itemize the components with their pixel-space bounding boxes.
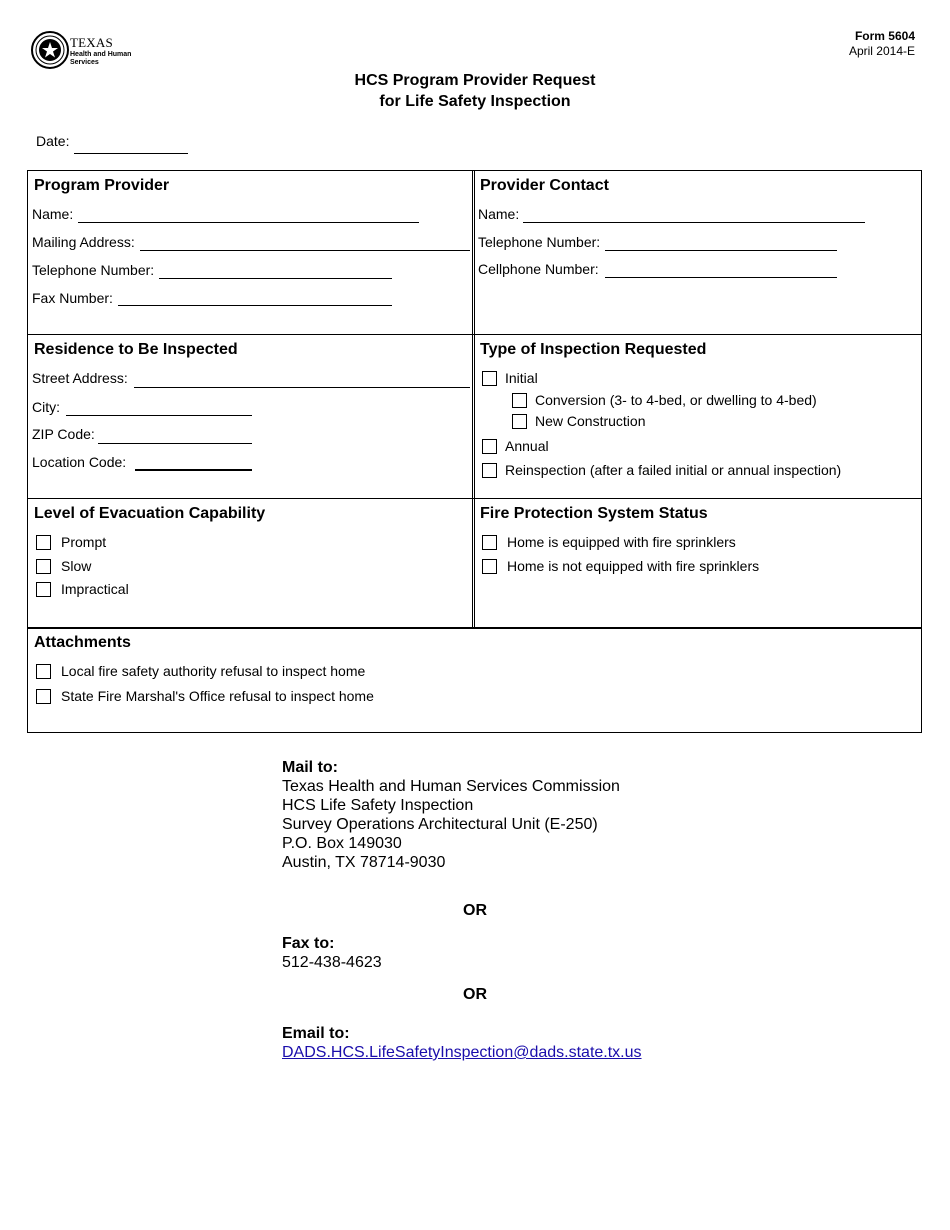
initial-checkbox[interactable] bbox=[482, 371, 497, 386]
city-label: City: bbox=[32, 399, 60, 415]
provider-name-field[interactable] bbox=[78, 222, 419, 223]
mail-line-3: Survey Operations Architectural Unit (E-250) bbox=[282, 816, 598, 833]
logo-subtext-line2: Services bbox=[70, 59, 99, 66]
mail-line-5: Austin, TX 78714-9030 bbox=[282, 854, 446, 871]
or-separator-2: OR bbox=[463, 986, 487, 1003]
attachments-title: Attachments bbox=[34, 634, 131, 651]
sprinklers-not-equipped-label: Home is not equipped with fire sprinklers bbox=[507, 558, 760, 574]
prompt-checkbox[interactable] bbox=[36, 535, 51, 550]
fax-to-block bbox=[282, 934, 382, 972]
zip-code-label: ZIP Code: bbox=[32, 426, 95, 442]
email-link[interactable]: DADS.HCS.LifeSafetyInspection@dads.state.tx.us bbox=[282, 1044, 642, 1061]
sprinklers-not-equipped-checkbox[interactable] bbox=[482, 559, 497, 574]
logo-subtext bbox=[70, 51, 131, 67]
date-label: Date: bbox=[36, 133, 70, 149]
residence-title: Residence to Be Inspected bbox=[34, 341, 238, 358]
cellphone-field[interactable] bbox=[605, 277, 837, 278]
fax-to-label: Fax to: bbox=[282, 935, 335, 952]
row-divider-1 bbox=[27, 334, 922, 335]
program-provider-title: Program Provider bbox=[34, 177, 170, 194]
contact-telephone-field[interactable] bbox=[605, 250, 837, 251]
contact-telephone-label: Telephone Number: bbox=[478, 234, 601, 250]
contact-name-label: Name: bbox=[478, 206, 520, 222]
or-separator-1: OR bbox=[463, 902, 487, 919]
state-refusal-checkbox[interactable] bbox=[36, 689, 51, 704]
fax-number-field[interactable] bbox=[118, 305, 392, 306]
conversion-label: Conversion (3- to 4-bed, or dwelling to 4-bed) bbox=[535, 392, 817, 408]
fax-number-label: Fax Number: bbox=[32, 290, 113, 306]
reinspection-checkbox[interactable] bbox=[482, 463, 497, 478]
date-field[interactable] bbox=[74, 153, 188, 154]
texas-hhs-logo-icon bbox=[30, 30, 70, 70]
annual-checkbox[interactable] bbox=[482, 439, 497, 454]
zip-code-field[interactable] bbox=[98, 443, 252, 444]
row-divider-3 bbox=[27, 627, 922, 629]
logo-subtext-line1: Health and Human bbox=[70, 51, 132, 58]
contact-name-field[interactable] bbox=[523, 222, 865, 223]
city-field[interactable] bbox=[66, 415, 252, 416]
provider-name-label: Name: bbox=[32, 206, 74, 222]
form-date: April 2014-E bbox=[848, 44, 915, 58]
annual-label: Annual bbox=[505, 438, 549, 454]
location-code-field[interactable] bbox=[135, 469, 252, 471]
column-divider bbox=[472, 170, 475, 628]
email-to-block bbox=[282, 1024, 642, 1062]
mail-to-block bbox=[282, 758, 620, 872]
impractical-checkbox[interactable] bbox=[36, 582, 51, 597]
new-construction-label: New Construction bbox=[535, 413, 646, 429]
mail-line-4: P.O. Box 149030 bbox=[282, 835, 402, 852]
prompt-label: Prompt bbox=[61, 534, 107, 550]
inspection-type-title: Type of Inspection Requested bbox=[480, 341, 707, 358]
logo-text: TEXAS bbox=[70, 35, 113, 50]
page-title-line1: HCS Program Provider Request bbox=[354, 72, 596, 89]
cellphone-label: Cellphone Number: bbox=[478, 261, 599, 277]
fire-protection-title: Fire Protection System Status bbox=[480, 505, 708, 522]
form-number: Form 5604 bbox=[854, 29, 915, 43]
slow-label: Slow bbox=[61, 558, 92, 574]
evacuation-title: Level of Evacuation Capability bbox=[34, 505, 266, 522]
local-refusal-checkbox[interactable] bbox=[36, 664, 51, 679]
mail-to-label: Mail to: bbox=[282, 759, 338, 776]
sprinklers-equipped-label: Home is equipped with fire sprinklers bbox=[507, 534, 736, 550]
street-address-label: Street Address: bbox=[32, 370, 128, 386]
location-code-label: Location Code: bbox=[32, 454, 127, 470]
row-divider-2 bbox=[27, 498, 922, 499]
street-address-field[interactable] bbox=[134, 387, 470, 388]
mail-line-2: HCS Life Safety Inspection bbox=[282, 797, 474, 814]
reinspection-label: Reinspection (after a failed initial or annual inspection) bbox=[505, 462, 842, 478]
impractical-label: Impractical bbox=[61, 581, 129, 597]
mailing-address-label: Mailing Address: bbox=[32, 234, 135, 250]
state-refusal-label: State Fire Marshal's Office refusal to inspect home bbox=[61, 688, 374, 704]
new-construction-checkbox[interactable] bbox=[512, 414, 527, 429]
sprinklers-equipped-checkbox[interactable] bbox=[482, 535, 497, 550]
initial-label: Initial bbox=[505, 370, 538, 386]
fax-to-number: 512-438-4623 bbox=[282, 954, 382, 971]
page-title-line2: for Life Safety Inspection bbox=[379, 93, 571, 110]
mail-line-1: Texas Health and Human Services Commission bbox=[282, 778, 620, 795]
provider-telephone-field[interactable] bbox=[159, 278, 392, 279]
mailing-address-field[interactable] bbox=[140, 250, 470, 251]
email-to-label: Email to: bbox=[282, 1025, 350, 1042]
slow-checkbox[interactable] bbox=[36, 559, 51, 574]
local-refusal-label: Local fire safety authority refusal to inspect home bbox=[61, 663, 366, 679]
provider-contact-title: Provider Contact bbox=[480, 177, 609, 194]
provider-telephone-label: Telephone Number: bbox=[32, 262, 155, 278]
conversion-checkbox[interactable] bbox=[512, 393, 527, 408]
